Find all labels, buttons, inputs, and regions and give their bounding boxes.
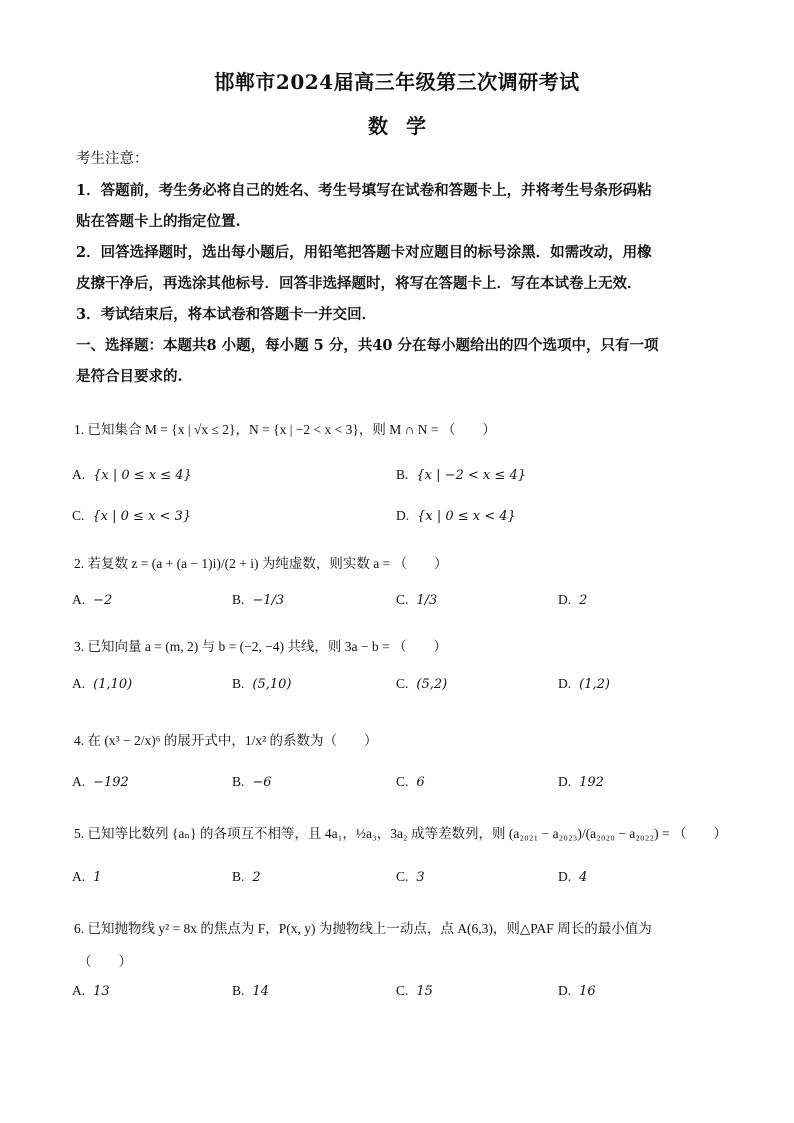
question-6-options [72,983,732,1005]
option-value: {x | 0 ≤ x ≤ 4} [93,468,192,483]
question-6-stem: 6. 已知抛物线 y² = 8x 的焦点为 F，P(x, y) 为抛物线上一动点，点 A(6,3)，则△PAF 周长的最小值为 [74,921,652,936]
question-4-stem: 4. 在 (x³ − 2/x)⁶ 的展开式中，1/x² 的系数为（ ） [74,733,378,748]
option-value: {x | 0 ≤ x < 3} [92,509,192,524]
option-d[interactable] [558,983,596,999]
option-value: 6 [416,775,425,790]
question-2-stem: 2. 若复数 z = (a + (a − 1)i)/(2 + i) 为纯虚数，则实数 a = （ ） [74,556,448,571]
option-label: D. [558,676,572,691]
option-d[interactable] [558,869,587,885]
option-label: D. [558,774,572,789]
option-value: {x | −2 < x ≤ 4} [416,468,526,483]
option-label: C. [396,869,409,884]
option-c[interactable] [72,508,191,524]
notice-line: 3．考试结束后，将本试卷和答题卡一并交回． [76,306,377,323]
question-1-stem: 1. 已知集合 M = {x | √x ≤ 2}，N = {x | −2 < x < 3}，则 M ∩ N = （ ） [74,422,496,437]
question-3-options [72,676,732,698]
option-a[interactable] [72,676,132,692]
section-heading-line: 一、选择题：本题共8 小题，每小题 5 分，共40 分在每小题给出的四个选项中，只有一项 [76,337,659,354]
option-label: A. [72,467,86,482]
notice-heading: 考生注意： [76,151,149,167]
option-value: 192 [579,775,604,790]
option-label: C. [396,592,409,607]
notice-line: 贴在答题卡上的指定位置. [76,213,241,230]
option-label: B. [232,592,245,607]
option-c[interactable] [396,983,433,999]
option-value: 13 [93,984,110,999]
option-b[interactable] [396,467,526,483]
option-value: (1,10) [93,677,133,692]
option-label: A. [72,592,86,607]
option-label: B. [232,869,245,884]
option-b[interactable] [232,774,272,790]
option-b[interactable] [232,869,261,885]
question-5-stem: 5. 已知等比数列 {aₙ} 的各项互不相等，且 4a₁，½a₃，3a₂ 成等差数列，则 (a₂₀₂₁ − a₂₀₂₃)/(a₂₀₂₀ − a₂₀₂₂) = （ ） [74,826,727,841]
option-label: D. [558,983,572,998]
option-value: 4 [579,870,588,885]
option-b[interactable] [232,983,269,999]
question-1-options [72,508,732,530]
option-label: D. [558,592,572,607]
option-label: B. [232,983,245,998]
question-4-options [72,774,732,796]
option-label: A. [72,869,86,884]
option-d[interactable] [558,676,610,692]
question-1-options [72,467,732,489]
notice-line: 2．回答选择题时，选出每小题后，用铅笔把答题卡对应题目的标号涂黑．如需改动，用橡 [76,244,652,261]
option-value: 14 [252,984,269,999]
option-c[interactable] [396,676,447,692]
option-a[interactable] [72,467,192,483]
option-c[interactable] [396,592,437,608]
option-c[interactable] [396,869,425,885]
option-label: A. [72,983,86,998]
option-label: A. [72,774,86,789]
option-value: (5,10) [252,677,292,692]
option-value: 16 [579,984,596,999]
option-label: C. [396,774,409,789]
option-a[interactable] [72,869,101,885]
option-value: {x | 0 ≤ x < 4} [417,509,516,524]
question-6-stem-tail: （ ） [78,954,132,969]
question-3-stem: 3. 已知向量 a = (m, 2) 与 b = (−2, −4) 共线，则 3a − b = （ ） [74,639,448,654]
option-b[interactable] [232,592,284,608]
option-value: (1,2) [579,677,610,692]
option-a[interactable] [72,983,110,999]
option-d[interactable] [396,508,516,524]
option-label: C. [396,983,409,998]
option-value: −1/3 [252,593,285,608]
option-label: B. [396,467,409,482]
option-label: B. [232,676,245,691]
option-value: −192 [93,775,129,790]
subject-title: 数学 [368,114,444,138]
option-value: 15 [416,984,433,999]
option-value: 1 [93,870,102,885]
option-label: B. [232,774,245,789]
option-label: A. [72,676,86,691]
option-value: −2 [93,593,113,608]
option-value: (5,2) [416,677,448,692]
option-label: D. [558,869,572,884]
notice-line: 皮擦干净后，再选涂其他标号．回答非选择题时，将写在答题卡上．写在本试卷上无效． [76,275,642,292]
exam-title: 邯郸市2024届高三年级第三次调研考试 [214,70,580,94]
option-c[interactable] [396,774,425,790]
section-heading-line: 是符合目要求的. [76,368,183,385]
option-a[interactable] [72,592,112,608]
option-label: C. [72,508,85,523]
option-a[interactable] [72,774,129,790]
question-2-options [72,592,732,614]
option-label: D. [396,508,410,523]
notice-line: 1．答题前，考生务必将自己的姓名、考生号填写在试卷和答题卡上，并将考生号条形码粘 [76,182,652,199]
option-value: 3 [416,870,425,885]
option-label: C. [396,676,409,691]
option-value: 2 [252,870,261,885]
option-d[interactable] [558,774,604,790]
option-value: 1/3 [416,593,438,608]
option-value: 2 [579,593,588,608]
option-value: −6 [252,775,272,790]
notice-section [76,144,716,392]
question-5-options [72,869,732,891]
option-b[interactable] [232,676,291,692]
option-d[interactable] [558,592,587,608]
